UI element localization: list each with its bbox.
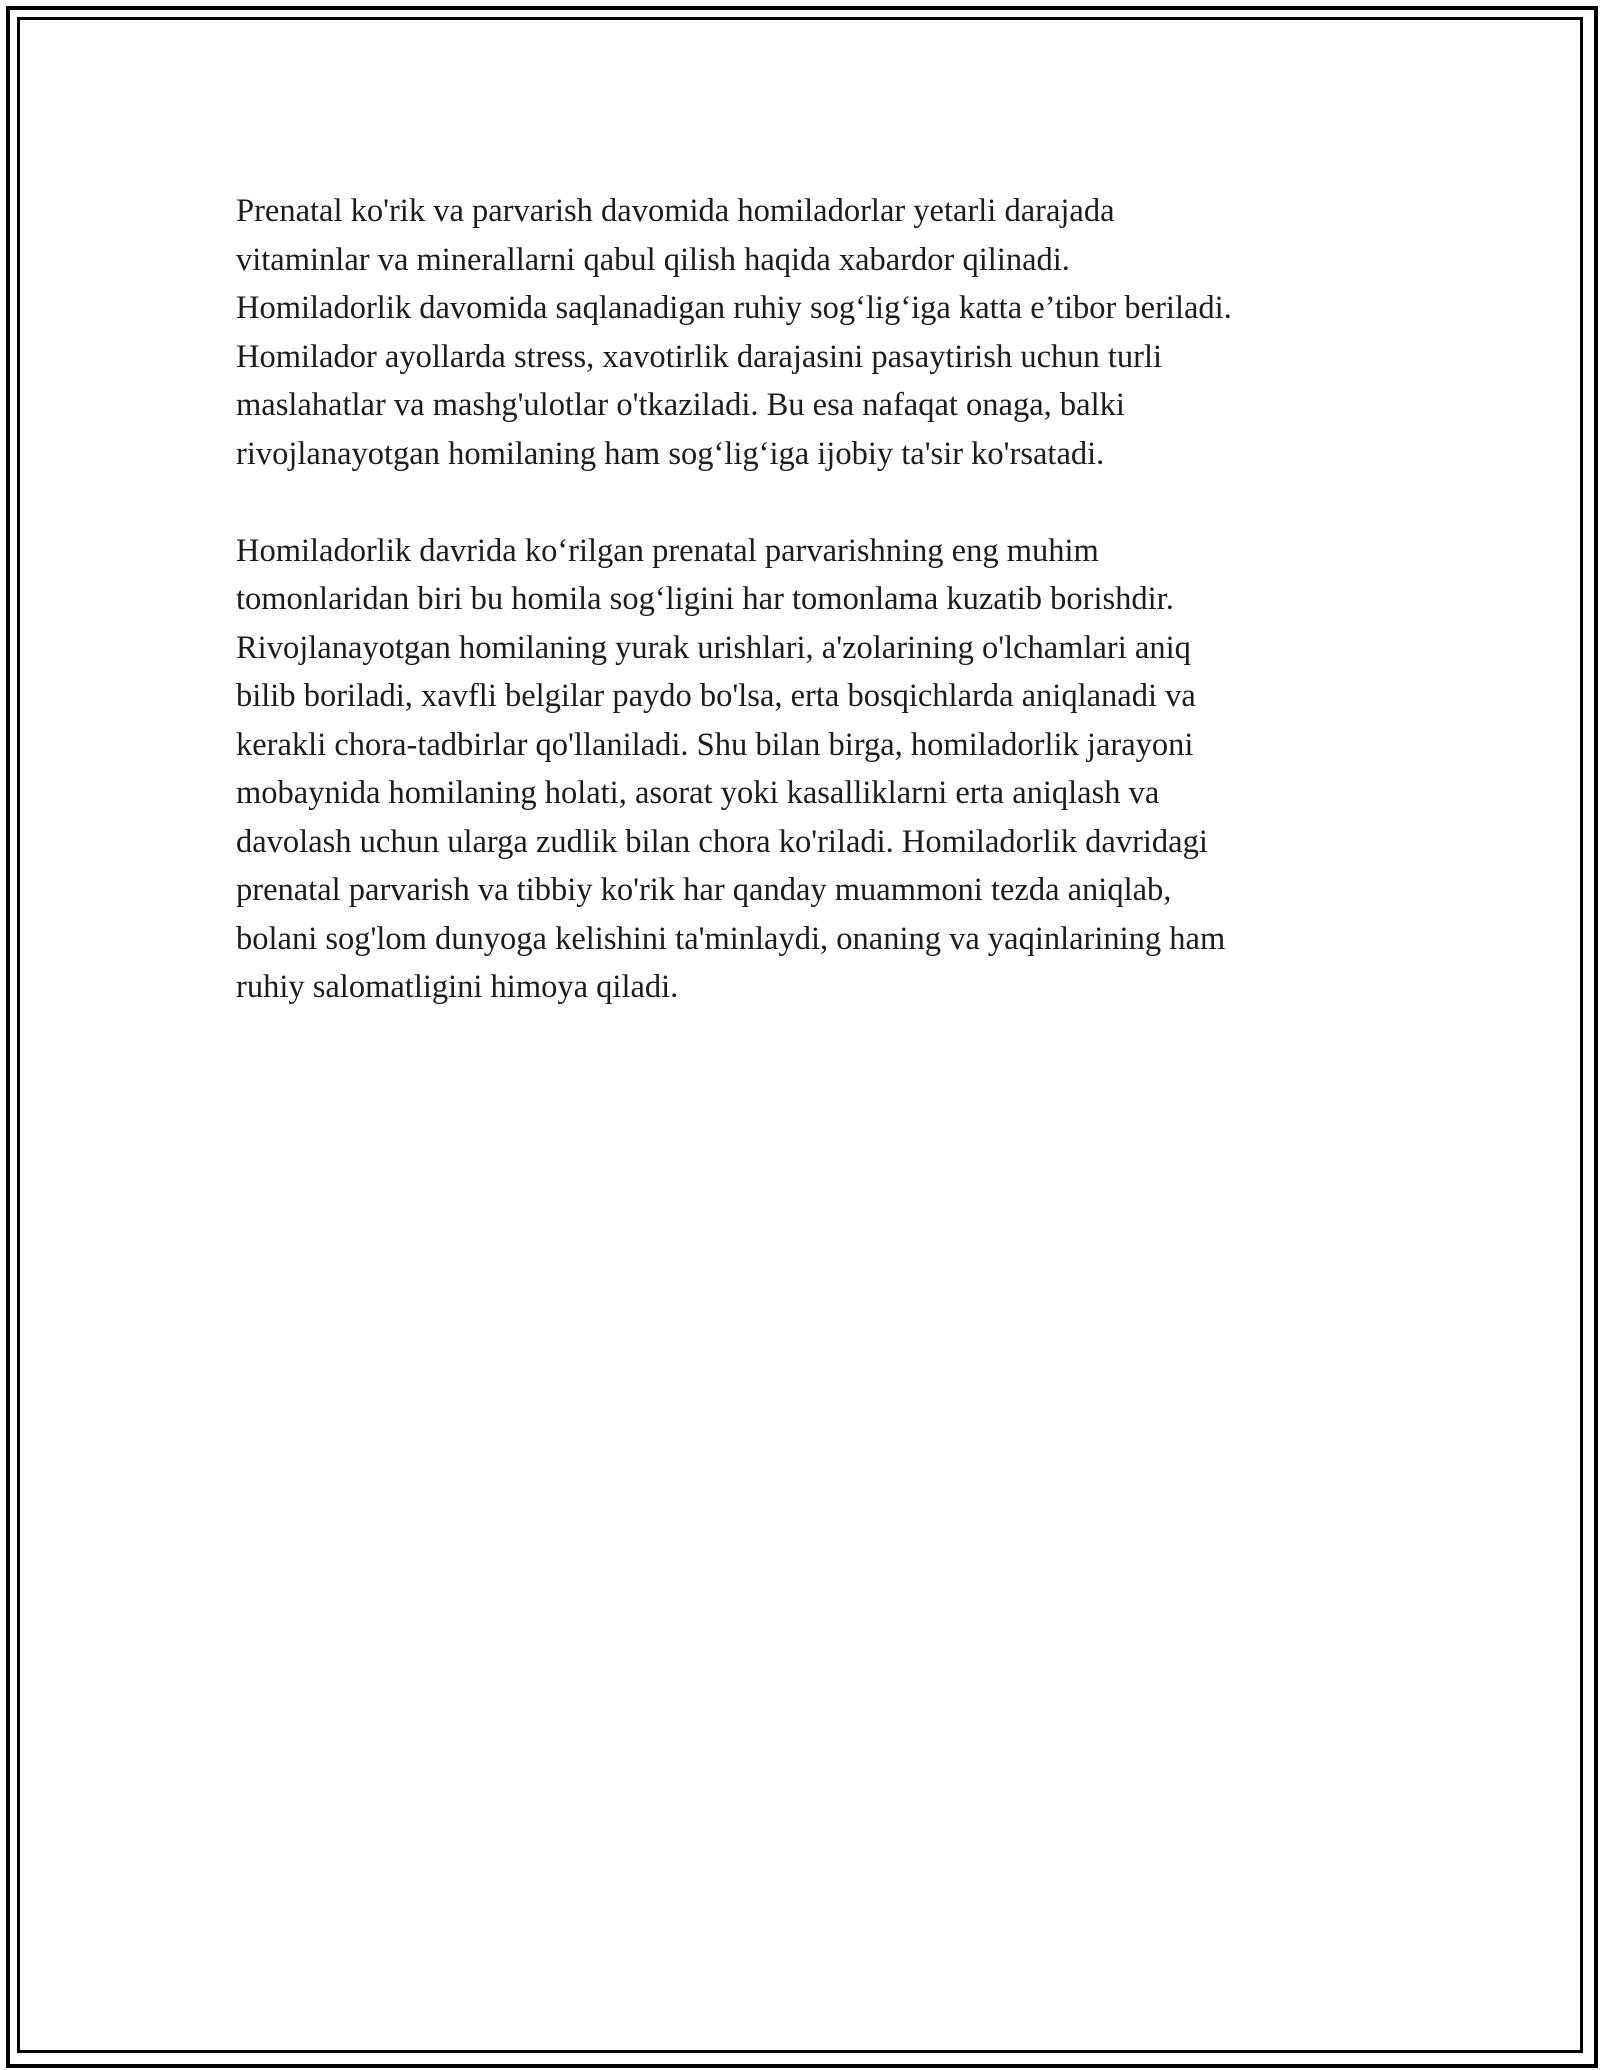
text-line: Prenatal ko'rik va parvarish davomida homiladorlar yetarli darajada: [236, 193, 1115, 229]
text-line: ruhiy salomatligini himoya qiladi.: [236, 969, 679, 1005]
text-line: Homilador ayollarda stress, xavotirlik darajasini pasaytirish uchun turli: [236, 338, 1163, 375]
document-body: [236, 187, 1376, 1060]
text-line: maslahatlar va mashg'ulotlar o'tkaziladi. Bu esa nafaqat onaga, balki: [236, 387, 1125, 423]
paragraph-2: [236, 527, 1376, 1012]
text-line: tomonlaridan biri bu homila sog‘ligini har tomonlama kuzatib borishdir.: [236, 581, 1174, 617]
text-line: prenatal parvarish va tibbiy ko'rik har qanday muammoni tezda aniqlab,: [236, 872, 1172, 908]
text-line: bilib boriladi, xavfli belgilar paydo bo'lsa, erta bosqichlarda aniqlanadi va: [236, 678, 1196, 714]
text-line: mobaynida homilaning holati, asorat yoki kasalliklarni erta aniqlash va: [236, 775, 1160, 811]
text-line: davolash uchun ularga zudlik bilan chora ko'riladi. Homiladorlik davridagi: [236, 823, 1208, 860]
text-line: Homiladorlik davrida ko‘rilgan prenatal parvarishning eng muhim: [236, 532, 1099, 569]
text-line: kerakli chora-tadbirlar qo'llaniladi. Shu bilan birga, homiladorlik jarayoni: [236, 726, 1194, 763]
text-line: rivojlanayotgan homilaning ham sog‘lig‘iga ijobiy ta'sir ko'rsatadi.: [236, 435, 1105, 472]
text-line: bolani sog'lom dunyoga kelishini ta'minlaydi, onaning va yaqinlarining ham: [236, 920, 1226, 957]
text-line: Homiladorlik davomida saqlanadigan ruhiy sog‘lig‘iga katta e’tibor beriladi.: [236, 290, 1232, 326]
text-line: vitaminlar va minerallarni qabul qilish haqida xabardor qilinadi.: [236, 241, 1070, 278]
paragraph-1: [236, 187, 1376, 478]
text-line: Rivojlanayotgan homilaning yurak urishlari, a'zolarining o'lchamlari aniq: [236, 629, 1191, 666]
